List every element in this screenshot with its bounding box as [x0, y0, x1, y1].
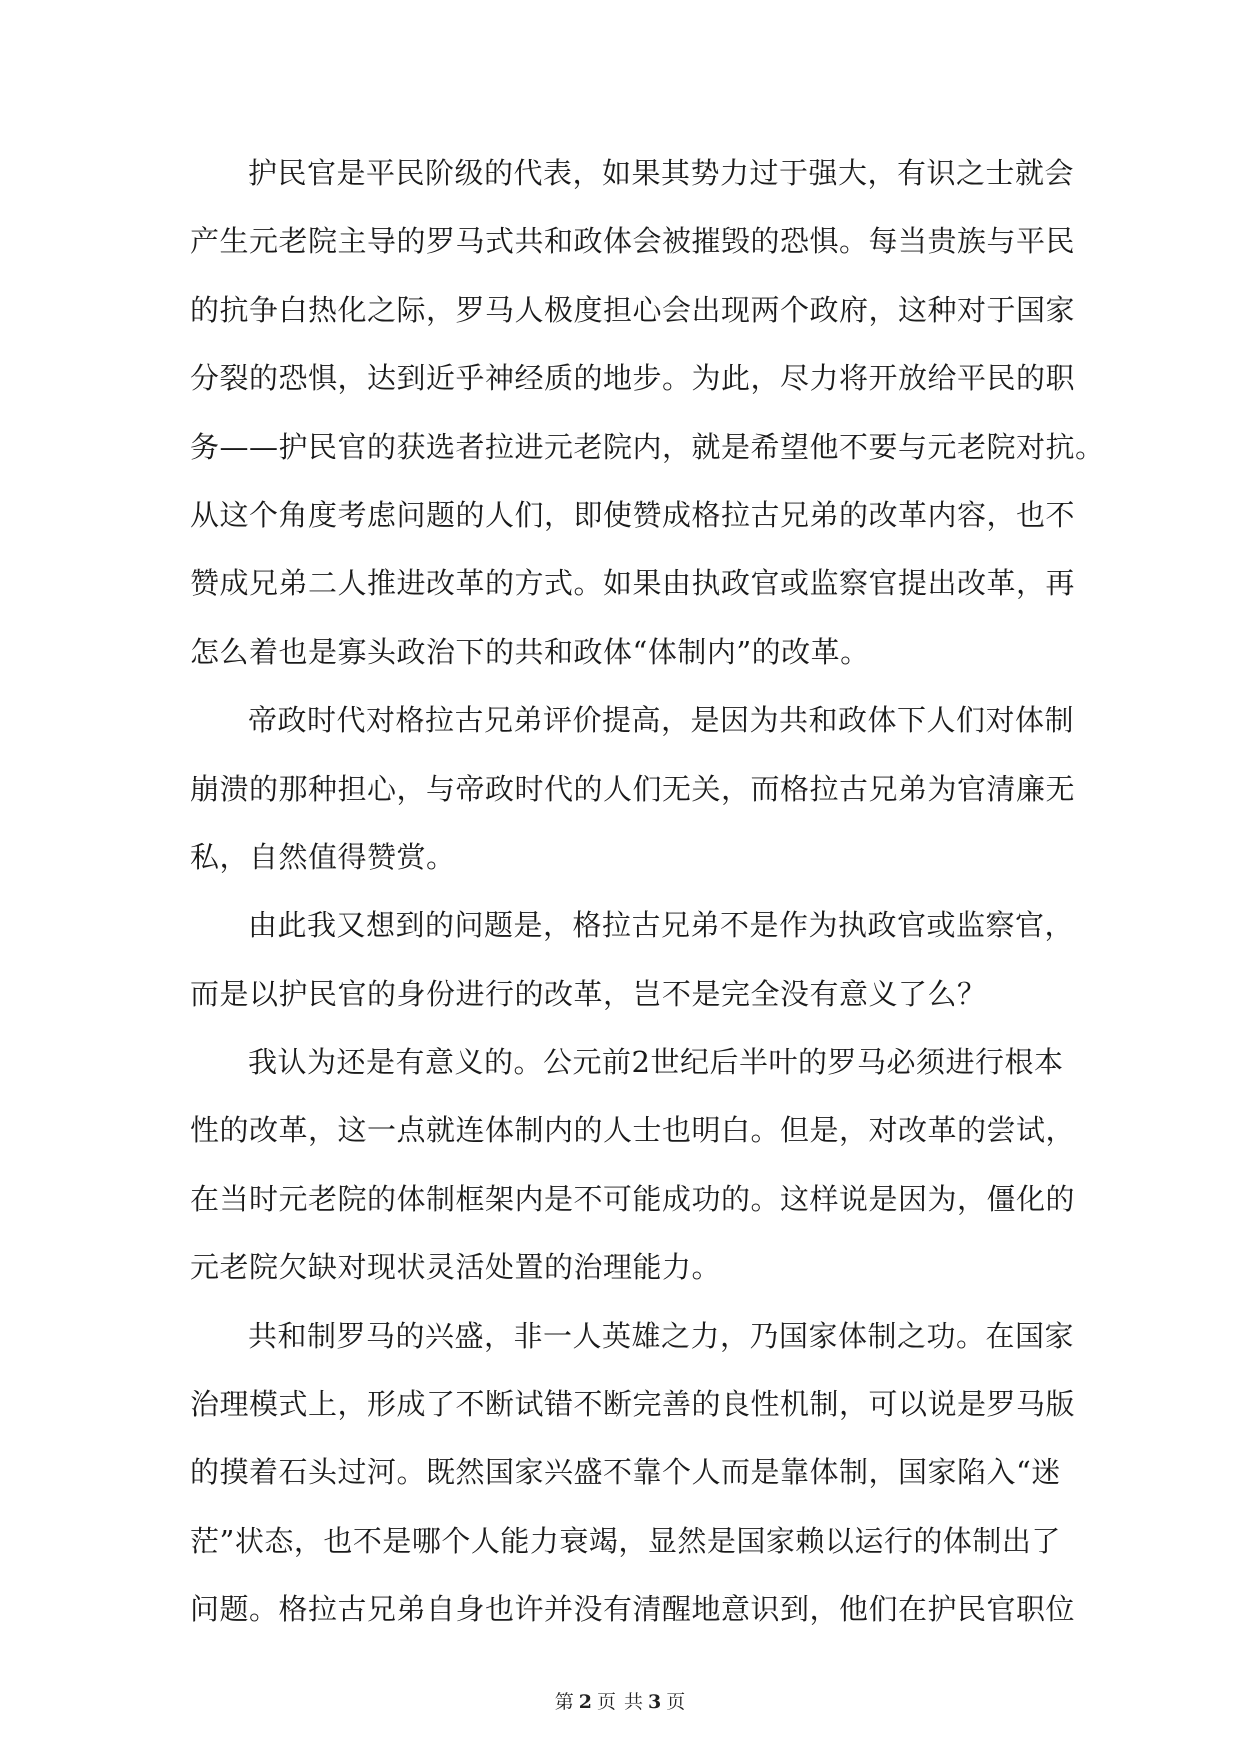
- total-pages-number: 3: [648, 1691, 663, 1713]
- text-line: 由此我又想到的问题是，格拉古兄弟不是作为执政官或监察官，: [248, 908, 1075, 943]
- page-footer: [0, 1690, 1241, 1714]
- text-line: 问题。格拉古兄弟自身也许并没有清醒地意识到，他们在护民官职位: [190, 1592, 1076, 1627]
- text-line: 治理模式上，形成了不断试错不断完善的良性机制，可以说是罗马版: [190, 1387, 1076, 1422]
- text-line: 帝政时代对格拉古兄弟评价提高，是因为共和政体下人们对体制: [248, 703, 1075, 738]
- text-line: 性的改革，这一点就连体制内的人士也明白。但是，对改革的尝试，: [190, 1113, 1076, 1148]
- current-page-number: 2: [578, 1691, 593, 1713]
- footer-suffix: 页: [666, 1691, 687, 1713]
- text-line: 茫”状态，也不是哪个人能力衰竭，显然是国家赖以运行的体制出了: [190, 1523, 1061, 1558]
- text-line: 分裂的恐惧，达到近乎神经质的地步。为此，尽力将开放给平民的职: [190, 361, 1076, 396]
- text-line: 崩溃的那种担心，与帝政时代的人们无关，而格拉古兄弟为官清廉无: [190, 771, 1076, 806]
- text-line: 共和制罗马的兴盛，非一人英雄之力，乃国家体制之功。在国家: [248, 1318, 1075, 1353]
- footer-prefix: 第: [554, 1691, 575, 1713]
- text-line: 产生元老院主导的罗马式共和政体会被摧毁的恐惧。每当贵族与平民: [190, 224, 1076, 259]
- text-line: 私，自然值得赞赏。: [190, 839, 456, 874]
- text-line: 的摸着石头过河。既然国家兴盛不靠个人而是靠体制，国家陷入“迷: [190, 1455, 1061, 1490]
- text-line: 元老院欠缺对现状灵活处置的治理能力。: [190, 1250, 722, 1285]
- text-line: 在当时元老院的体制框架内是不可能成功的。这样说是因为，僵化的: [190, 1181, 1076, 1216]
- text-line: 怎么着也是寡头政治下的共和政体“体制内”的改革。: [190, 634, 870, 669]
- text-line: 而是以护民官的身份进行的改革，岂不是完全没有意义了么？: [190, 976, 987, 1011]
- text-line: 我认为还是有意义的。公元前2世纪后半叶的罗马必须进行根本: [248, 1045, 1064, 1080]
- text-line: 护民官是平民阶级的代表，如果其势力过于强大，有识之士就会: [248, 156, 1075, 190]
- text-line: 赞成兄弟二人推进改革的方式。如果由执政官或监察官提出改革，再: [190, 566, 1076, 601]
- document-body: [190, 153, 1105, 1658]
- text-line: 务——护民官的获选者拉进元老院内，就是希望他不要与元老院对抗。: [190, 429, 1105, 464]
- text-line: 从这个角度考虑问题的人们，即使赞成格拉古兄弟的改革内容，也不: [190, 497, 1076, 532]
- text-line: 的抗争白热化之际，罗马人极度担心会出现两个政府，这种对于国家: [190, 292, 1076, 327]
- footer-middle: 页 共: [596, 1691, 645, 1713]
